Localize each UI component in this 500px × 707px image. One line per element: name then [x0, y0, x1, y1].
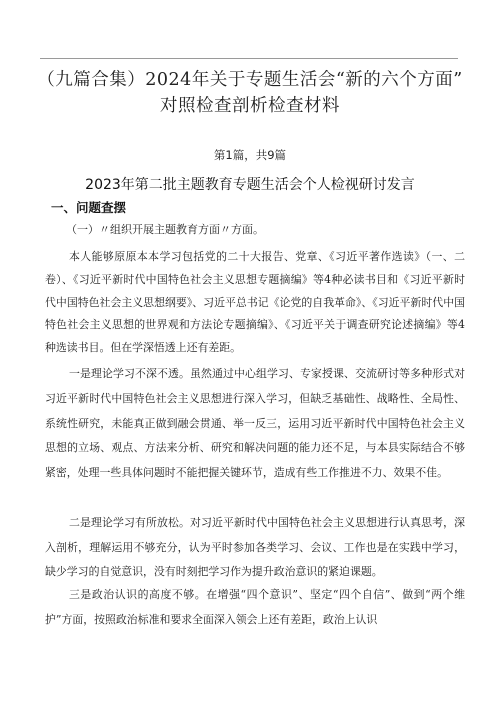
body-paragraph: 二是理论学习有所放松。对习近平新时代中国特色社会主义思想进行认真思考，深入剖析，理解运用不够充分，认为平时参加各类学习、会议、工作也是在实践中学习，缺少学习的自觉意识，没有时刻把学习作为提升政治意识的紧迫课题。 [45, 516, 465, 578]
subsection-heading: （一）〃组织开展主题教育方面〃方面。 [66, 223, 264, 236]
article-heading: 2023年第二批主题教育专题生活会个人检视研讨发言 [85, 177, 415, 193]
body-paragraph: 三是政治认识的高度不够。在增强“四个意识”、坚定“四个自信”、做到“两个维护”方面，按照政治标准和要求全面深入领会上还有差距，政治上认识 [45, 588, 465, 626]
header-rule [40, 58, 458, 59]
document-title-line-2: 对照检查剖析检查材料 [160, 96, 340, 116]
section-heading: 一、问题查摆 [51, 200, 127, 215]
body-paragraph: 本人能够原原本本学习包括党的二十大报告、党章、《习近平著作选读》（一、二卷）、《习近平新时代中国特色社会主义思想专题摘编》等4种必读书目和《习近平新时代中国特色社会主义思想纲要》、习近平总书记《论党的自我革命》、《习近平新时代中国特色社会主义思想的世界观和方法论专题摘编》、《习近平关于调查研究论述摘编》等4种选读书目。但在学深悟透上还有差距。 [45, 250, 465, 355]
document-title-line-1: （九篇合集）2024年关于专题生活会“新的六个方面” [37, 70, 463, 90]
body-paragraph: 一是理论学习不深不透。虽然通过中心组学习、专家授课、交流研讨等多种形式对习近平新时代中国特色社会主义思想进行深入学习，但缺乏基础性、战略性、全局性、系统性研究，未能真正做到融会贯通、举一反三，运用习近平新时代中国特色社会主义思想的立场、观点、方法来分析、研究和解决问题的能力还不足，与本县实际结合不够紧密，处理一些具体问题时不能把握关键环节，造成有些工作推进不力、效果不佳。 [45, 367, 465, 480]
page-indicator: 第1篇，共9篇 [213, 148, 287, 162]
